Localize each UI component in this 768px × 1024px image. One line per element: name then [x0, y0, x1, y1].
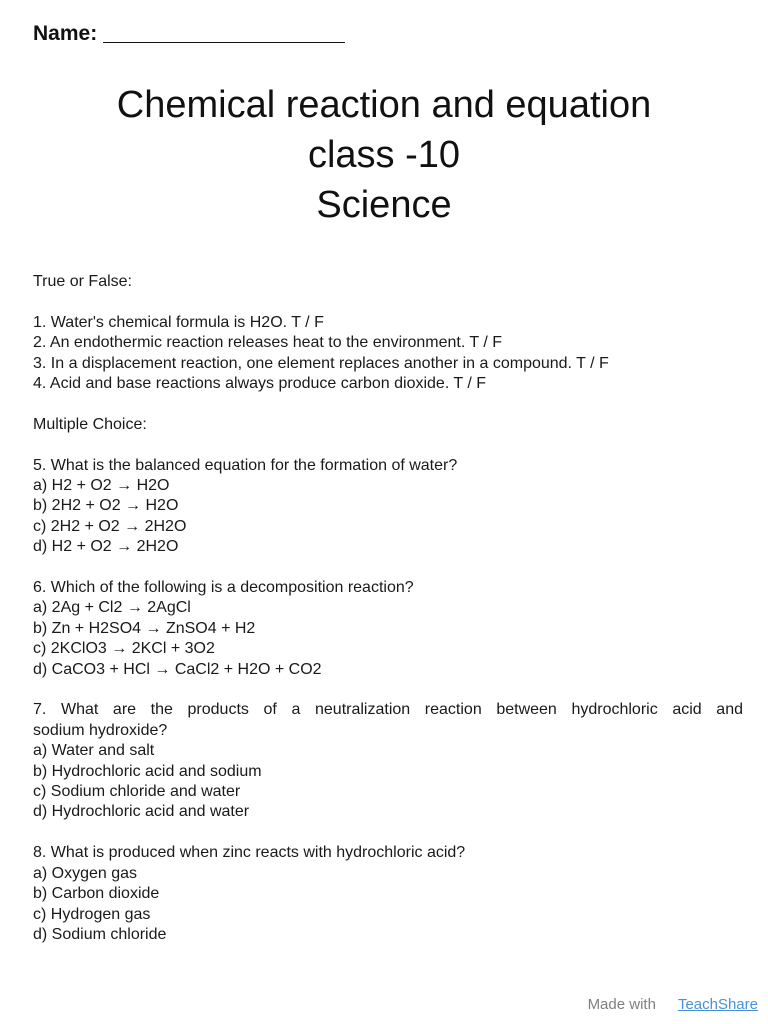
mc-q7-option-b: b) Hydrochloric acid and sodium [33, 762, 262, 780]
mc-q5-option-b: b) 2H2 + O2 → H2O [33, 497, 179, 515]
worksheet-title [0, 80, 768, 230]
spacer [33, 558, 743, 578]
mc-question-6: 6. Which of the following is a decomposition reaction? [33, 579, 414, 597]
title-line-1: Chemical reaction and equation [116, 84, 652, 126]
mc-question-5: 5. What is the balanced equation for the formation of water? [33, 456, 458, 474]
mc-q8-option-a: a) Oxygen gas [33, 864, 138, 882]
mc-q8-option-c: c) Hydrogen gas [33, 905, 151, 923]
mc-q8-option-d: d) Sodium chloride [33, 925, 167, 943]
mc-question-7-line-1: 7. What are the products of a neutralization reaction between hydrochloric acid and [33, 701, 743, 719]
tf-question-3: 3. In a displacement reaction, one element replaces another in a compound. T / F [33, 354, 609, 372]
multiple-choice-heading: Multiple Choice: [33, 415, 147, 433]
mc-q5-option-a: a) H2 + O2 → H2O [33, 477, 170, 495]
mc-q8-option-b: b) Carbon dioxide [33, 885, 160, 903]
mc-q5-option-d: d) H2 + O2 → 2H2O [33, 538, 179, 556]
teachshare-link[interactable]: TeachShare [677, 996, 758, 1013]
name-blank-line[interactable] [103, 24, 345, 43]
mc-q6-option-b: b) Zn + H2SO4 → ZnSO4 + H2 [33, 619, 256, 637]
made-with-label: Made with [587, 996, 656, 1013]
true-false-heading: True or False: [33, 273, 132, 290]
title-line-3: Science [316, 184, 452, 226]
mc-q7-option-d: d) Hydrochloric acid and water [33, 803, 250, 821]
tf-question-2: 2. An endothermic reaction releases heat to the environment. T / F [33, 334, 503, 352]
name-field [33, 22, 345, 46]
spacer [33, 680, 743, 700]
mc-question-7-line-2: sodium hydroxide? [33, 721, 168, 739]
tf-question-4: 4. Acid and base reactions always produce carbon dioxide. T / F [33, 375, 487, 393]
mc-q7-option-a: a) Water and salt [33, 742, 155, 760]
mc-q5-option-c: c) 2H2 + O2 → 2H2O [33, 517, 187, 535]
spacer [33, 823, 743, 843]
footer-attribution [588, 996, 758, 1013]
worksheet-content [33, 272, 743, 945]
spacer [33, 394, 743, 414]
tf-question-1: 1. Water's chemical formula is H2O. T / F [33, 313, 324, 331]
mc-q6-option-d: d) CaCO3 + HCl → CaCl2 + H2O + CO2 [33, 660, 322, 678]
title-line-2: class -10 [307, 134, 461, 176]
mc-q7-option-c: c) Sodium chloride and water [33, 783, 241, 801]
name-label: Name: [33, 22, 98, 45]
spacer [33, 292, 743, 312]
mc-q6-option-a: a) 2Ag + Cl2 → 2AgCl [33, 599, 191, 617]
mc-q6-option-c: c) 2KClO3 → 2KCl + 3O2 [33, 640, 215, 658]
spacer [33, 435, 743, 455]
mc-question-8: 8. What is produced when zinc reacts with hydrochloric acid? [33, 844, 466, 862]
